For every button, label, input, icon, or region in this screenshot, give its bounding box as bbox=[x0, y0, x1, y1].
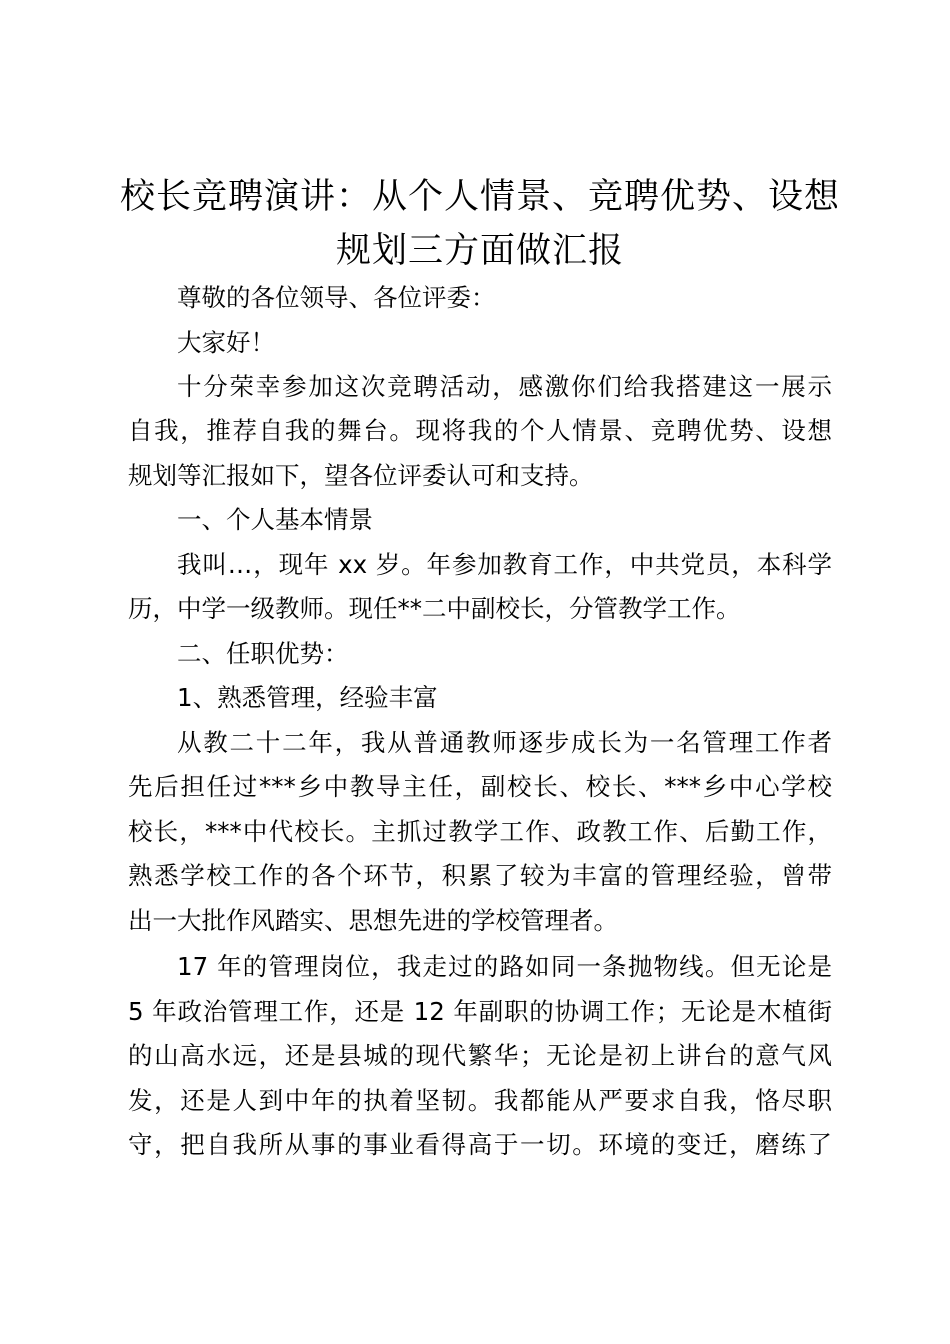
paragraph-line: 17 年的管理岗位，我走过的路如同一条抛物线。但无论是 bbox=[177, 952, 832, 981]
paragraph-line: 从教二十二年，我从普通教师逐步成长为一名管理工作者 bbox=[177, 728, 832, 757]
paragraph-line: 校长，***中代校长。主抓过教学工作、政教工作、后勤工作， bbox=[128, 817, 832, 846]
paragraph-line: 出一大批作风踏实、思想先进的学校管理者。 bbox=[128, 906, 618, 935]
document-title: 校长竞聘演讲：从个人情景、竞聘优势、设想规划三方面做汇报 bbox=[119, 177, 840, 271]
subsection-heading: 1、熟悉管理，经验丰富 bbox=[177, 683, 438, 712]
section-heading: 一、个人基本情景 bbox=[177, 505, 373, 534]
section-heading: 二、任职优势： bbox=[177, 639, 349, 668]
paragraph-line: 自我，推荐自我的舞台。现将我的个人情景、竞聘优势、设想 bbox=[128, 416, 832, 445]
paragraph-line: 守，把自我所从事的事业看得高于一切。环境的变迁，磨练了 bbox=[128, 1130, 832, 1159]
paragraph-line: 我叫…，现年 xx 岁。年参加教育工作，中共党员，本科学 bbox=[177, 550, 832, 579]
greeting-line: 大家好！ bbox=[177, 328, 275, 357]
paragraph-line: 5 年政治管理工作，还是 12 年副职的协调工作；无论是木植街 bbox=[128, 997, 832, 1026]
salutation-line: 尊敬的各位领导、各位评委： bbox=[177, 283, 496, 312]
paragraph-line: 十分荣幸参加这次竞聘活动，感激你们给我搭建这一展示 bbox=[177, 372, 832, 401]
paragraph-line: 历，中学一级教师。现任**二中副校长，分管教学工作。 bbox=[128, 594, 741, 623]
paragraph-line: 熟悉学校工作的各个环节，积累了较为丰富的管理经验，曾带 bbox=[128, 861, 832, 890]
paragraph-line: 发，还是人到中年的执着坚韧。我都能从严要求自我，恪尽职 bbox=[128, 1086, 832, 1115]
paragraph-line: 的山高水远，还是县城的现代繁华；无论是初上讲台的意气风 bbox=[128, 1041, 832, 1070]
paragraph-line: 先后担任过***乡中教导主任，副校长、校长、***乡中心学校 bbox=[128, 772, 832, 801]
paragraph-line: 规划等汇报如下，望各位评委认可和支持。 bbox=[128, 461, 594, 490]
